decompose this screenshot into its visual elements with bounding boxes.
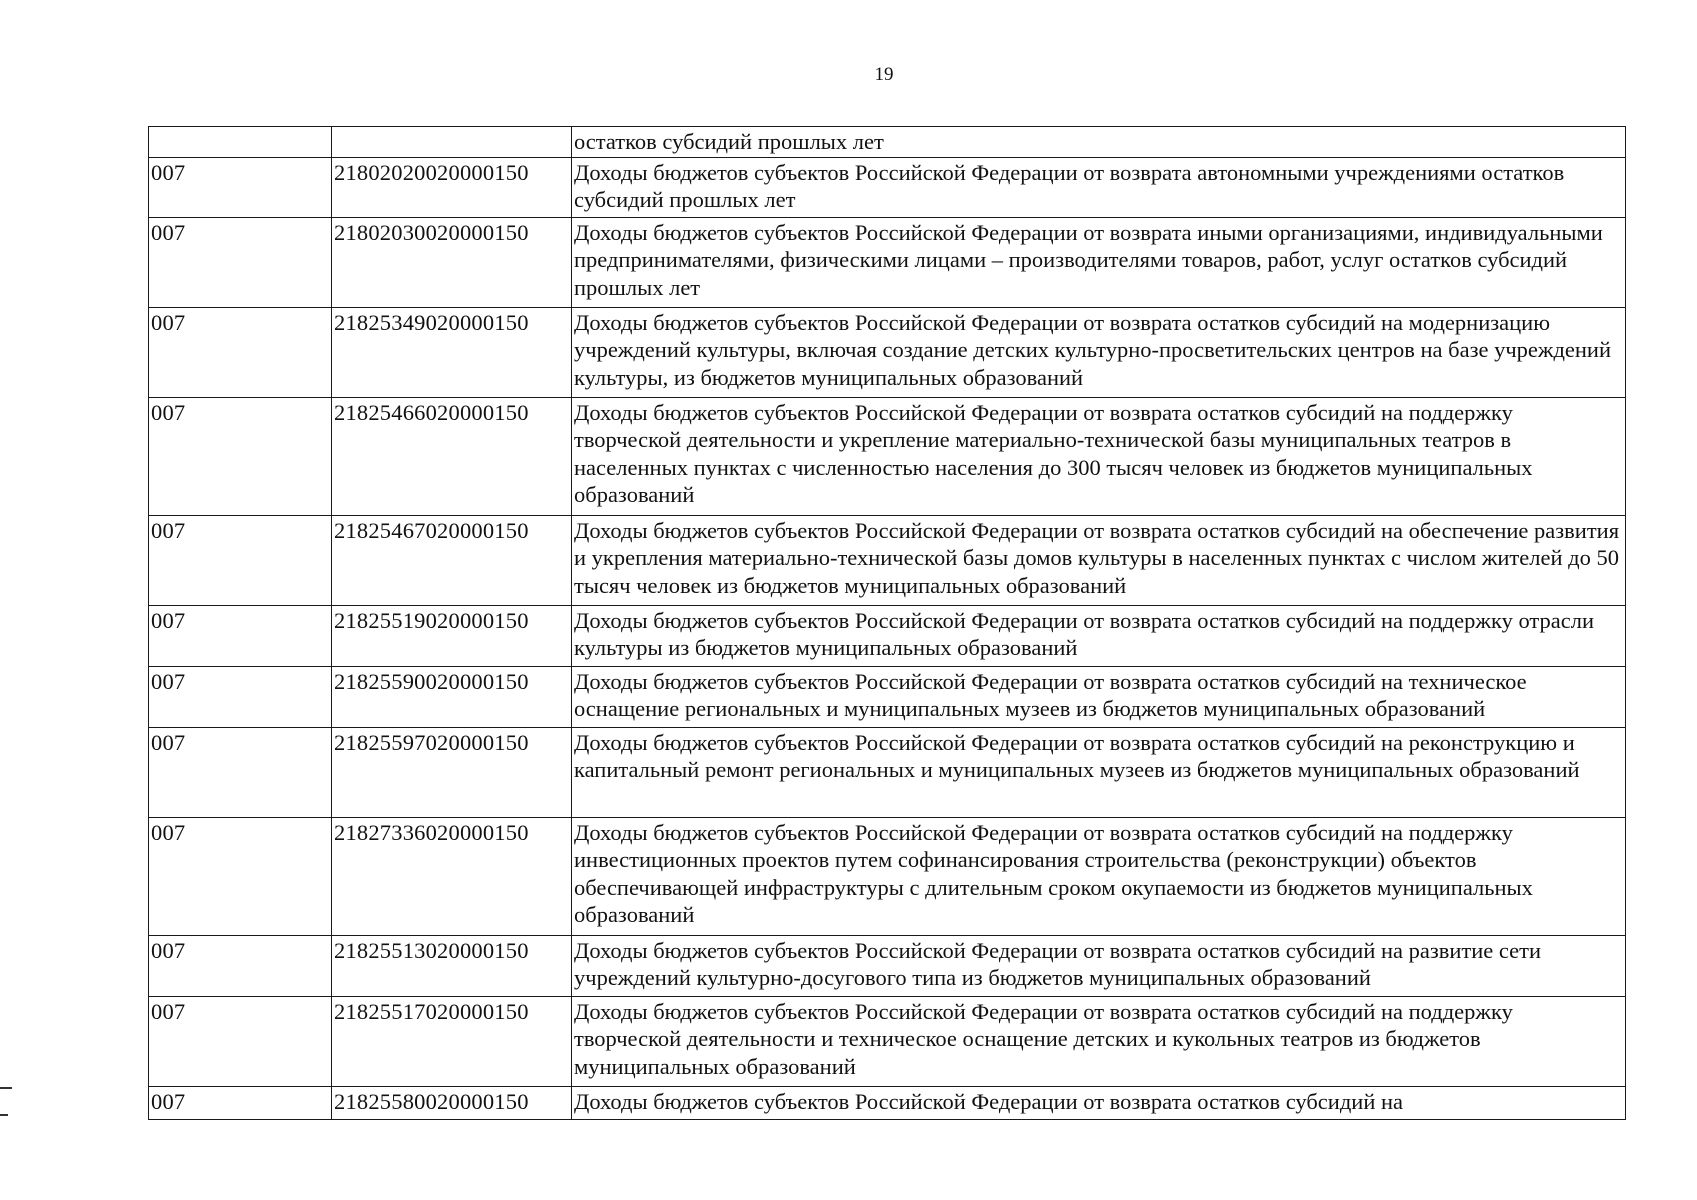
revenue-name-cell: Доходы бюджетов субъектов Российской Федерации от возврата остатков субсидий на поддержку творческой деятельности и техническое оснащение детских и кукольных театров из бюджетов муниципальных образований: [572, 996, 1626, 1086]
admin-code-cell: 007: [149, 1086, 332, 1119]
budget-code-cell: 21825580020000150: [332, 1086, 572, 1119]
budget-classification-table: [148, 126, 1626, 1120]
revenue-name-cell: Доходы бюджетов субъектов Российской Федерации от возврата иными организациями, индивидуальными предпринимателями, физическими лицами – производителями товаров, работ, услуг остатков субсидий прошлых лет: [572, 217, 1626, 307]
budget-code-cell: 21802020020000150: [332, 157, 572, 217]
table-row: [149, 996, 1626, 1086]
admin-code-cell: 007: [149, 397, 332, 515]
admin-code-cell: 007: [149, 605, 332, 666]
table-row: [149, 397, 1626, 515]
budget-code-cell: 21825513020000150: [332, 935, 572, 996]
table-body: [149, 127, 1626, 1120]
admin-code-cell: 007: [149, 727, 332, 817]
table-row: [149, 1086, 1626, 1119]
revenue-name-cell: Доходы бюджетов субъектов Российской Федерации от возврата остатков субсидий на развитие сети учреждений культурно-досугового типа из бюджетов муниципальных образований: [572, 935, 1626, 996]
table-row: [149, 127, 1626, 158]
table-row: [149, 157, 1626, 217]
table-row: [149, 817, 1626, 935]
admin-code-cell: 007: [149, 217, 332, 307]
admin-code-cell: 007: [149, 996, 332, 1086]
table-row: [149, 515, 1626, 605]
admin-code-cell: 007: [149, 515, 332, 605]
budget-code-cell: 21825349020000150: [332, 307, 572, 397]
revenue-name-cell: Доходы бюджетов субъектов Российской Федерации от возврата остатков субсидий на техническое оснащение региональных и муниципальных музеев из бюджетов муниципальных образований: [572, 666, 1626, 727]
budget-code-cell: 21825597020000150: [332, 727, 572, 817]
table-row: [149, 307, 1626, 397]
table-row: [149, 935, 1626, 996]
table-row: [149, 217, 1626, 307]
revenue-name-cell: Доходы бюджетов субъектов Российской Федерации от возврата автономными учреждениями остатков субсидий прошлых лет: [572, 157, 1626, 217]
scan-margin-mark: [0, 1087, 12, 1089]
revenue-name-cell: остатков субсидий прошлых лет: [572, 127, 1626, 158]
budget-code-cell: 21825519020000150: [332, 605, 572, 666]
table-row: [149, 605, 1626, 666]
budget-code-cell: [332, 127, 572, 158]
admin-code-cell: 007: [149, 935, 332, 996]
budget-code-cell: 21825466020000150: [332, 397, 572, 515]
page-number: 19: [874, 64, 894, 85]
admin-code-cell: 007: [149, 307, 332, 397]
budget-code-cell: 21825467020000150: [332, 515, 572, 605]
budget-code-cell: 21825590020000150: [332, 666, 572, 727]
admin-code-cell: 007: [149, 666, 332, 727]
admin-code-cell: [149, 127, 332, 158]
admin-code-cell: 007: [149, 817, 332, 935]
budget-code-cell: 21825517020000150: [332, 996, 572, 1086]
table-row: [149, 727, 1626, 817]
revenue-name-cell: Доходы бюджетов субъектов Российской Федерации от возврата остатков субсидий на реконструкцию и капитальный ремонт региональных и муниципальных музеев из бюджетов муниципальных образований: [572, 727, 1626, 817]
revenue-name-cell: Доходы бюджетов субъектов Российской Федерации от возврата остатков субсидий на поддержку инвестиционных проектов путем софинансирования строительства (реконструкции) объектов обеспечивающей инфраструктуры с длительным сроком окупаемости из бюджетов муниципальных образований: [572, 817, 1626, 935]
revenue-name-cell: Доходы бюджетов субъектов Российской Федерации от возврата остатков субсидий на поддержку творческой деятельности и укрепление материально-технической базы муниципальных театров в населенных пунктах с численностью населения до 300 тысяч человек из бюджетов муниципальных образований: [572, 397, 1626, 515]
budget-code-cell: 21827336020000150: [332, 817, 572, 935]
budget-code-cell: 21802030020000150: [332, 217, 572, 307]
admin-code-cell: 007: [149, 157, 332, 217]
scan-margin-mark: [0, 1114, 8, 1116]
revenue-name-cell: Доходы бюджетов субъектов Российской Федерации от возврата остатков субсидий на поддержку отрасли культуры из бюджетов муниципальных образований: [572, 605, 1626, 666]
revenue-name-cell: Доходы бюджетов субъектов Российской Федерации от возврата остатков субсидий на модернизацию учреждений культуры, включая создание детских культурно-просветительских центров на базе учреждений культуры, из бюджетов муниципальных образований: [572, 307, 1626, 397]
revenue-name-cell: Доходы бюджетов субъектов Российской Федерации от возврата остатков субсидий на обеспечение развития и укрепления материально-технической базы домов культуры в населенных пунктах с числом жителей до 50 тысяч человек из бюджетов муниципальных образований: [572, 515, 1626, 605]
revenue-name-cell: Доходы бюджетов субъектов Российской Федерации от возврата остатков субсидий на: [572, 1086, 1626, 1119]
table-row: [149, 666, 1626, 727]
